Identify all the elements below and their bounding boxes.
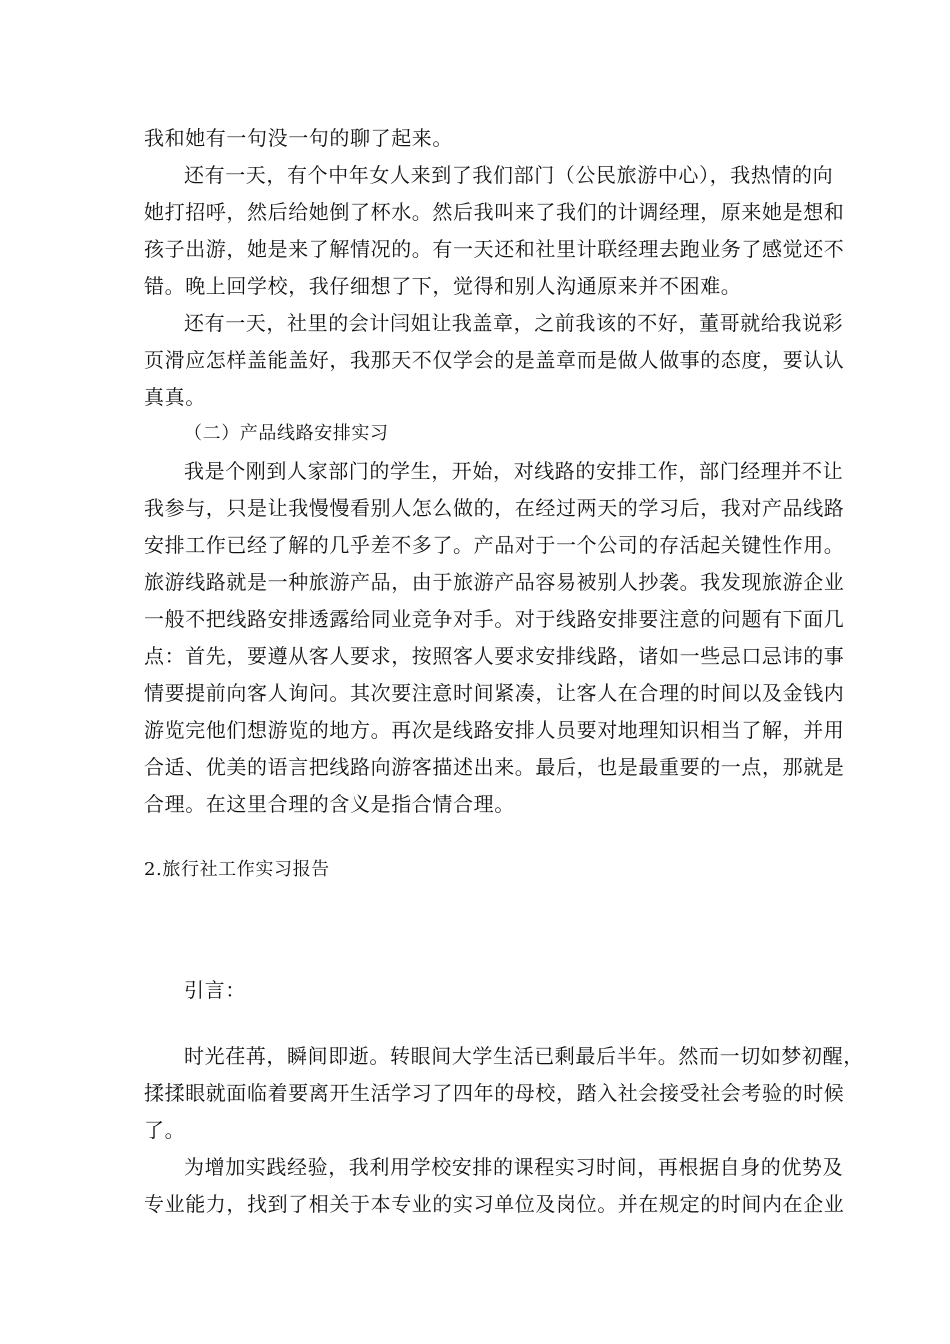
text-line: 情要提前向客人询问。其次要注意时间紧凑，让客人在合理的时间以及金钱内: [144, 681, 845, 705]
text-line: 揉揉眼就面临着要离开生活学习了四年的母校，踏入社会接受社会考验的时候: [144, 1081, 845, 1105]
text-line: 游览完他们想游览的地方。再次是线路安排人员要对地理知识相当了解，并用: [144, 718, 845, 742]
report-title: 2.旅行社工作实习报告: [144, 859, 330, 880]
text-line: 一般不把线路安排透露给同业竞争对手。对于线路安排要注意的问题有下面几: [144, 607, 845, 631]
text-line: 我和她有一句没一句的聊了起来。: [144, 126, 453, 150]
paragraph-start-line: 我是个刚到人家部门的学生，开始，对线路的安排工作，部门经理并不让: [184, 459, 844, 483]
paragraph-start-line: 还有一天，社里的会计闫姐让我盖章，之前我该的不好，董哥就给我说彩: [184, 311, 844, 335]
paragraph-start-line: 为增加实践经验，我利用学校安排的课程实习时间，再根据自身的优势及: [184, 1155, 844, 1179]
intro-heading: 引言：: [184, 978, 246, 1002]
text-line: 我参与，只是让我慢慢看别人怎么做的，在经过两天的学习后，我对产品线路: [144, 496, 845, 520]
text-line: 她打招呼，然后给她倒了杯水。然后我叫来了我们的计调经理，原来她是想和: [144, 200, 845, 224]
text-line: 孩子出游，她是来了解情况的。有一天还和社里计联经理去跑业务了感觉还不: [144, 237, 845, 261]
text-line: 安排工作已经了解的几乎差不多了。产品对于一个公司的存活起关键性作用。: [144, 533, 845, 557]
text-line: 了。: [144, 1118, 186, 1142]
paragraph-start-line: 还有一天，有个中年女人来到了我们部门（公民旅游中心），我热情的向: [184, 163, 834, 187]
text-line: 页滑应怎样盖能盖好，我那天不仅学会的是盖章而是做人做事的态度，要认认: [144, 348, 845, 372]
text-line: 真真。: [144, 385, 206, 409]
text-line: 旅游线路就是一种旅游产品，由于旅游产品容易被别人抄袭。我发现旅游企业: [144, 570, 845, 594]
section-heading: （二）产品线路安排实习: [184, 423, 389, 444]
paragraph-start-line: 时光荏苒，瞬间即逝。转眼间大学生活已剩最后半年。然而一切如梦初醒，: [184, 1044, 864, 1068]
text-line: 点：首先，要遵从客人要求，按照客人要求安排线路，诸如一些忌口忌讳的事: [144, 644, 845, 668]
text-line: 合理。在这里合理的含义是指合情合理。: [144, 792, 515, 816]
text-line: 合适、优美的语言把线路向游客描述出来。最后，也是最重要的一点，那就是: [144, 755, 845, 779]
text-line: 专业能力，找到了相关于本专业的实习单位及岗位。并在规定的时间内在企业: [144, 1192, 845, 1216]
text-line: 错。晚上回学校，我仔细想了下，觉得和别人沟通原来并不困难。: [144, 274, 742, 298]
